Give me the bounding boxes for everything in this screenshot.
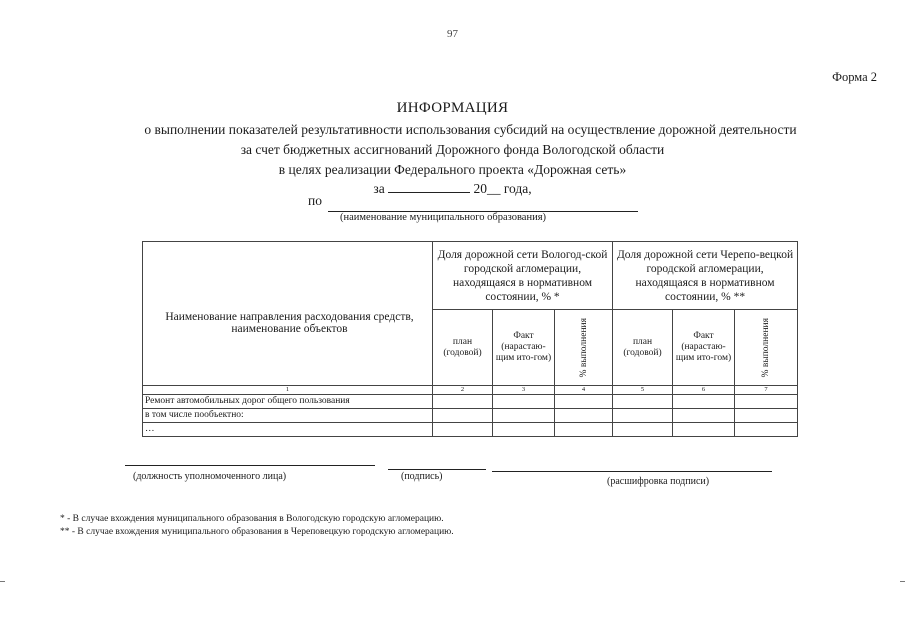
table-row [143, 423, 798, 437]
header-fact-2: Факт (нарастаю-щим ито-гом) [673, 310, 735, 386]
period-za: за [373, 181, 385, 196]
col-number: 1 [143, 386, 433, 395]
document-title: ИНФОРМАЦИЯ [396, 100, 509, 116]
col-number: 4 [555, 386, 613, 395]
header-group-vologda: Доля дорожной сети Вологод-ской городской агломерации, находящаяся в нормативном состоянии, % * [433, 242, 613, 310]
table-row [143, 409, 798, 423]
municipality-po: по [308, 193, 322, 208]
col-number: 5 [613, 386, 673, 395]
header-plan-1: план (годовой) [433, 310, 493, 386]
col-number: 2 [433, 386, 493, 395]
header-pct-1: % выполнения [555, 310, 613, 386]
header-name: Наименование направления расходования средств, наименование объектов [143, 242, 433, 386]
period-line [0, 181, 905, 197]
header-fact-1: Факт (нарастаю-щим ито-гом) [493, 310, 555, 386]
col-number: 6 [673, 386, 735, 395]
header-group-cherepovets: Доля дорожной сети Черепо-вецкой городской агломерации, находящаяся в нормативном состоянии, % ** [613, 242, 798, 310]
signature-sign-label: (подпись) [401, 471, 443, 482]
col-number: 7 [735, 386, 798, 395]
signature-line-sign [388, 468, 486, 470]
signature-position-label: (должность уполномоченного лица) [133, 471, 287, 482]
header-plan-2: план (годовой) [613, 310, 673, 386]
footnote-1: * - В случае вхождения муниципального образования в Вологодскую городскую агломерацию. [60, 514, 444, 524]
footnote-2: ** - В случае вхождения муниципального образования в Череповецкую городскую агломерацию. [60, 527, 454, 537]
results-table [142, 241, 798, 437]
row-label: … [143, 423, 433, 437]
margin-tick-left [0, 581, 5, 582]
signature-decode-label: (расшифровка подписи) [607, 476, 710, 487]
signature-line-decode [492, 470, 772, 472]
row-label: Ремонт автомобильных дорог общего пользования [143, 395, 433, 409]
signature-line-position [125, 464, 375, 466]
period-blank [388, 191, 470, 193]
heading-line-1: о выполнении показателей результативности использования субсидий на осуществление дорожной деятельности [144, 122, 797, 137]
margin-tick-right [900, 581, 905, 582]
municipality-note: (наименование муниципального образования) [340, 212, 547, 223]
page-number: 97 [447, 28, 458, 40]
header-pct-2: % выполнения [735, 310, 798, 386]
table-row [143, 395, 798, 409]
heading-line-2: за счет бюджетных ассигнований Дорожного фонда Вологодской области [240, 142, 665, 157]
heading-line-3: в целях реализации Федерального проекта «Дорожная сеть» [278, 162, 627, 177]
col-number: 3 [493, 386, 555, 395]
form-label: Форма 2 [832, 70, 877, 84]
row-label: в том числе пообъектно: [143, 409, 433, 423]
period-year: 20__ года, [473, 181, 532, 196]
